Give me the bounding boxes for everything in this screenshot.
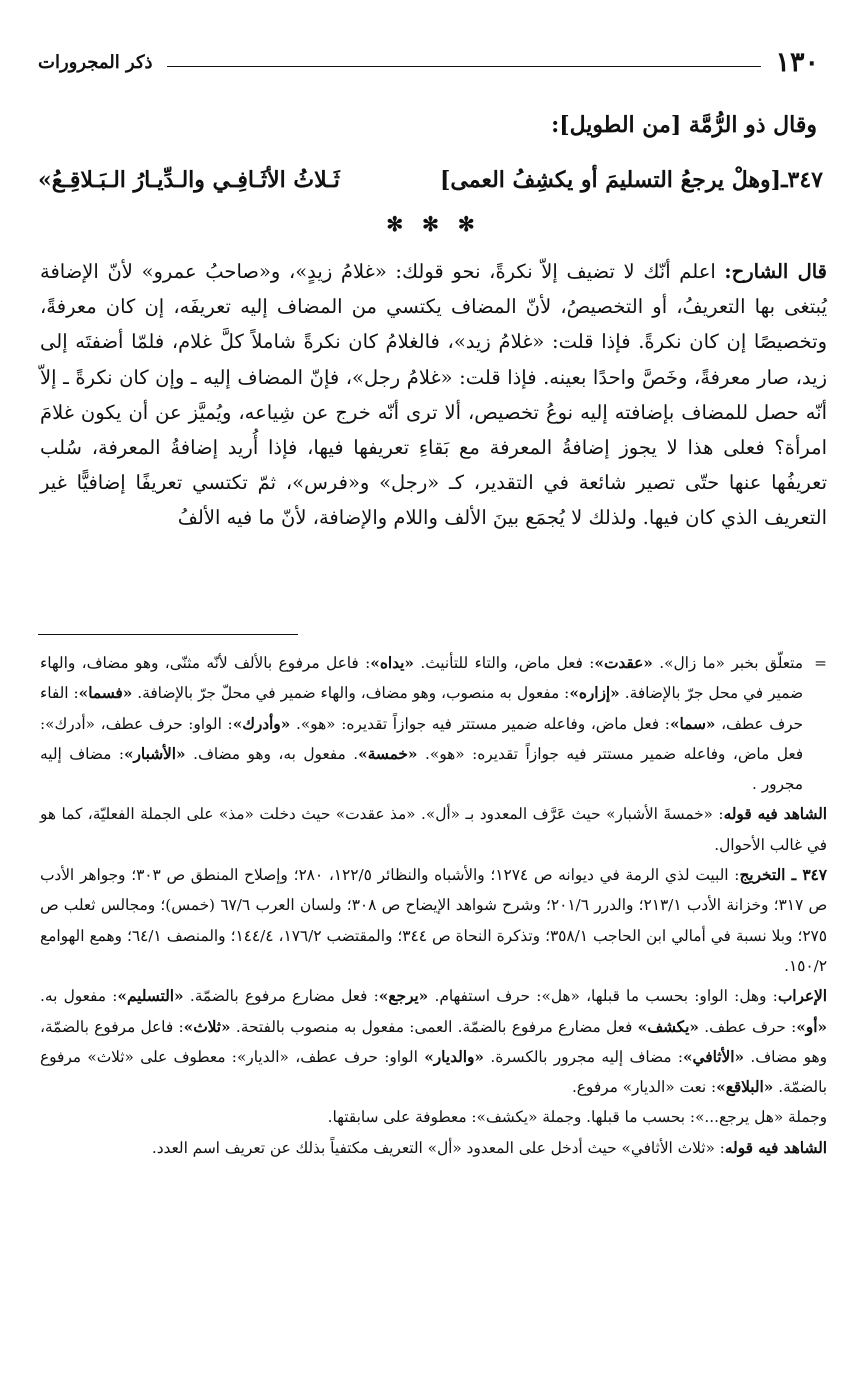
page-number: ١٣٠ xyxy=(775,46,819,78)
bold-term: «الأثافي» xyxy=(682,1047,745,1066)
bold-term: «إزاره» xyxy=(569,684,620,703)
verse-intro: وقال ذو الرُّمَّة [من الطويل]: xyxy=(551,112,817,138)
verse-first-hemistich: ٣٤٧ـ[وهلْ يرجعُ التسليمَ أو يكشِفُ العمى] xyxy=(439,167,823,193)
continuation-text xyxy=(40,648,803,799)
bold-term: «يكشف» xyxy=(637,1017,699,1036)
bold-term: «سما» xyxy=(669,714,716,733)
footnote-irab xyxy=(40,981,827,1102)
poetry-verse xyxy=(38,160,823,200)
running-title: ذكر المجرورات xyxy=(38,51,153,73)
bold-term: «يداه» xyxy=(370,654,414,672)
section-separator-stars: ✻ ✻ ✻ xyxy=(386,212,481,236)
bold-term: «خمسة» xyxy=(358,744,418,763)
note-text: : الواو: حرف عطف، «أدرك»: فعل ماض، وفاعله ضمير مستتر فيه جوازاً تقديره: «هو». xyxy=(40,714,804,763)
commentary-text: اعلم أنّك لا تضيف إلاّ نكرةً، نحو قولك: «غلامُ زيدٍ»، و«صاحبُ عمرو» لأنّ الإضافة يُبتغى بها التعريفُ، أو التخصيصُ، لأنّ المضاف يكتسي من المضاف إليه تعريفَه، إن كان معرفةً، وتخصيصًا إن كان نكرةً. فإذا قلت: «غلامُ زيد»، فالغلامُ كان نكرةً شاملاً كلَّ غلام، فلمّا أضفتَه إلى زيد، صار معرفةً، وخَصَّ واحدًا بعينه. فإذا قلت: «غلامُ رجل»، فإنّ المضاف إليه ـ وإن كان نكرةً ـ إلاّ أنّه حصل للمضاف بإضافته إليه نوعُ تخصيص، ألا ترى أنّه خرج عن شِياعه، ويُميَّز عن أن يكون غلامَ امرأة؟ فعلى هذا لا يجوز إضافةُ المعرفة مع بَقاءِ تعريفها فيها، فإذا أُريد إضافةُ المعرفة، سُلب تعريفُها عنها حتّى تصير شائعة في التقدير، كـ «رجل» و«فرس»، ثمّ تكتسي تعريفًا إضافيًّا غير التعريف الذي كان فيها. ولذلك لا يُجمَع بينَ الألف واللام والإضافة، لأنّ ما فيه الألفُ xyxy=(40,260,827,530)
note-text: متعلّق بخبر «ما زال». xyxy=(652,654,803,672)
bold-term: «التسليم» xyxy=(117,987,184,1006)
note-text: : فعل ماض، والتاء للتأنيث. xyxy=(413,654,595,672)
footnote-jumla: وجملة «هل يرجع...»: بحسب ما قبلها. وجملة «يكشف»: معطوفة على سابقتها. xyxy=(327,1108,827,1127)
footnote-shahid-2 xyxy=(40,1133,827,1163)
bold-term: «عقدت» xyxy=(594,654,653,672)
bold-term: الإعراب xyxy=(777,987,828,1006)
note-text: فعل مضارع مرفوع بالضمّة. العمى: مفعول به منصوب بالفتحة. xyxy=(230,1017,638,1036)
footnote-shahid-1 xyxy=(40,799,827,860)
note-text: : فعل ماض، وفاعله ضمير مستتر فيه جوازاً تقديره: «هو». xyxy=(290,714,670,733)
note-text: : فاعل مرفوع بالضمّة، وهو مضاف. xyxy=(40,1017,828,1066)
bold-term: الشاهد فيه قوله xyxy=(723,805,828,824)
note-text: : مفعول به. xyxy=(40,987,118,1006)
bold-term: «فسما» xyxy=(78,684,133,703)
note-text: : مضاف إليه مجرور بالكسرة. xyxy=(483,1047,683,1066)
page-header xyxy=(38,42,819,82)
note-text: : البيت لذي الرمة في ديوانه ص ١٢٧٤؛ والأشباه والنظائر ١٢٢/٥، ٢٨٠؛ وإصلاح المنطق ص ٣٠٣؛ وجواهر الأدب ص ٣١٧؛ وخزانة الأدب ٢١٣/١؛ والدرر ٢٠١/٦؛ وشرح شواهد الإيضاح ص ٣٠٨؛ ولسان العرب ٦٧/٦ (خمس)؛ ومجالس ثعلب ص ٢٧٥؛ وبلا نسبة في أمالي ابن الحاجب ٣٥٨/١؛ وتذكرة النحاة ص ٣٤٤؛ والمقتضب ١٧٦/٢، ١٤٤/٤؛ والمنصف ٦٤/١؛ وهمع الهوامع ١٥٠/٢. xyxy=(40,866,827,975)
bold-term: «الأشبار» xyxy=(123,744,186,763)
bold-term: «وأدرك» xyxy=(232,714,291,733)
footnote-takhrij xyxy=(40,860,827,981)
note-text: : فاعل مرفوع بالألف لأنّه مثنّى، وهو مضاف، والهاء ضمير في محل جرّ بالإضافة. xyxy=(40,654,803,703)
bold-term: «يرجع» xyxy=(378,987,429,1006)
bold-term: «ثلاث» xyxy=(183,1017,231,1036)
bold-term: «البلاقع» xyxy=(716,1078,774,1097)
note-text: الواو: حرف عطف، «الديار»: معطوف على «ثلاث» مرفوع بالضمّة. xyxy=(40,1047,827,1097)
note-text: : فعل مضارع مرفوع بالضمّة. xyxy=(183,987,379,1006)
commentary-paragraph xyxy=(40,254,827,536)
bold-term: ٣٤٧ ـ التخريج xyxy=(739,866,827,885)
bold-term: «والديار» xyxy=(424,1047,484,1066)
header-rule xyxy=(167,66,762,67)
continuation-mark: = xyxy=(814,654,827,672)
footnotes xyxy=(40,648,827,1163)
verse-second-hemistich: ثَـلاثُ الأثَـافِـي والـدِّيـارُ الـبَـلاقِـعُ» xyxy=(38,167,340,193)
footnote-divider xyxy=(38,634,298,635)
note-text: : وهل: الواو: بحسب ما قبلها، «هل»: حرف استفهام. xyxy=(428,987,778,1006)
note-text: : نعت «الديار» مرفوع. xyxy=(571,1078,717,1097)
note-text: : «خمسةَ الأشبار» حيث عَرَّف المعدود بـ «أل». «مذ عقدت» حيث دخلت «مذ» على الجملة الفعليّة، كما هو في غالب الأحوال. xyxy=(40,805,827,854)
note-text: . مفعول به، وهو مضاف. xyxy=(185,744,359,763)
note-text: : مفعول به منصوب، وهو مضاف، والهاء ضمير في محلّ جرّ بالإضافة. xyxy=(132,684,570,703)
bold-term: «أو» xyxy=(796,1017,828,1036)
note-text: : حرف عطف. xyxy=(698,1017,797,1036)
note-text: : «ثلاث الأثافي» حيث أدخل على المعدود «أل» التعريف مكتفياً بذلك عن تعريف اسم العدد. xyxy=(151,1138,725,1157)
commentary-lead: قال الشارح: xyxy=(724,260,828,283)
note-text: : مضاف إليه مجرور . xyxy=(40,744,803,794)
footnote-continuation xyxy=(40,648,827,799)
note-text: : الفاء حرف عطف، xyxy=(40,684,803,733)
bold-term: الشاهد فيه قوله xyxy=(724,1138,827,1157)
